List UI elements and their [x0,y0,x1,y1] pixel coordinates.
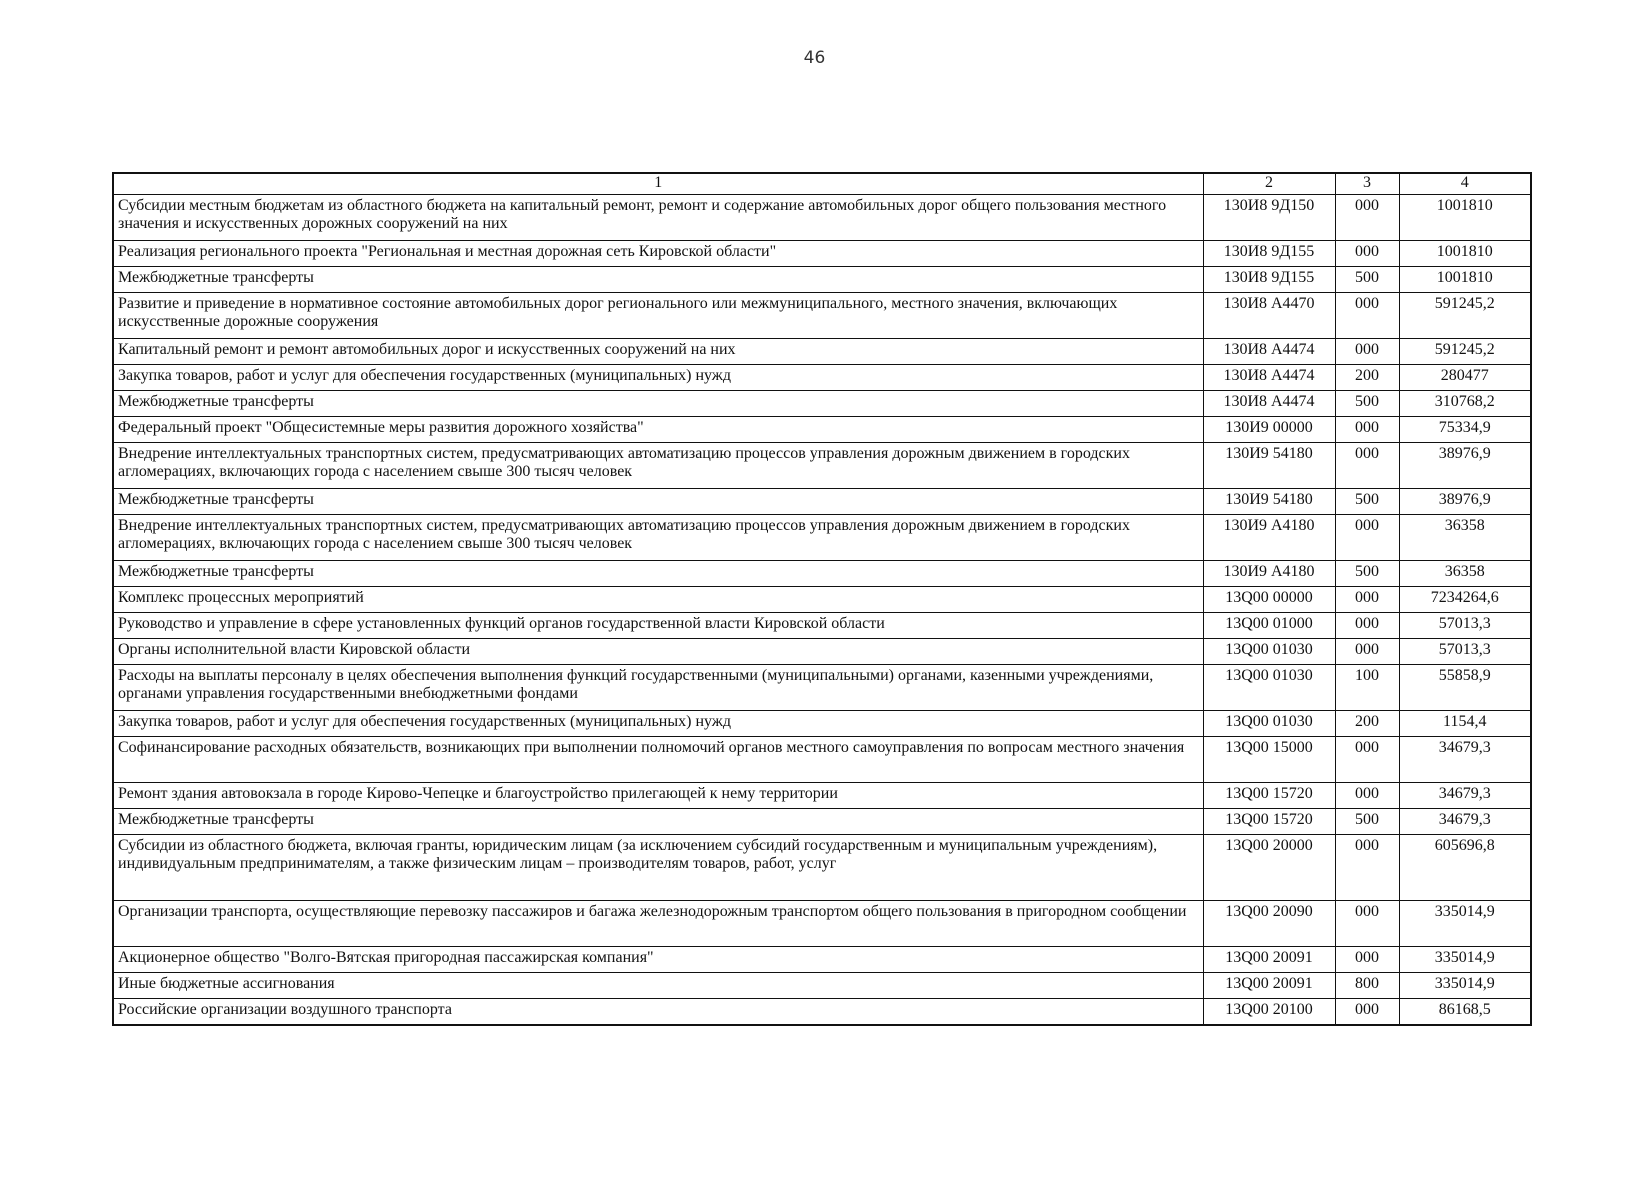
row-name-cell: Федеральный проект "Общесистемные меры развития дорожного хозяйства" [113,417,1203,443]
table-row [113,443,1531,489]
row-type-cell: 200 [1335,365,1399,391]
row-sum-cell: 38976,9 [1399,489,1531,515]
table-row [113,947,1531,973]
row-type-cell: 000 [1335,515,1399,561]
row-name-cell: Комплекс процессных мероприятий [113,587,1203,613]
table-header-row [113,173,1531,195]
row-code-cell: 130И8 9Д150 [1203,195,1335,241]
row-sum-cell: 605696,8 [1399,835,1531,901]
row-code-cell: 130И9 А4180 [1203,561,1335,587]
row-code-cell: 13Q00 20091 [1203,947,1335,973]
row-name-cell: Софинансирование расходных обязательств, возникающих при выполнении полномочий органов местного самоуправления по вопросам местного значения [113,737,1203,783]
row-code-cell: 13Q00 01030 [1203,665,1335,711]
row-sum-cell: 591245,2 [1399,339,1531,365]
row-sum-cell: 1001810 [1399,195,1531,241]
row-type-cell: 500 [1335,809,1399,835]
row-sum-cell: 591245,2 [1399,293,1531,339]
row-sum-cell: 1154,4 [1399,711,1531,737]
table-row [113,783,1531,809]
table-row [113,613,1531,639]
column-header-sum: 4 [1399,173,1531,195]
row-type-cell: 000 [1335,639,1399,665]
row-code-cell: 130И8 9Д155 [1203,241,1335,267]
row-type-cell: 000 [1335,835,1399,901]
row-code-cell: 130И8 А4474 [1203,391,1335,417]
table-row [113,999,1531,1025]
row-code-cell: 13Q00 01030 [1203,711,1335,737]
table-row [113,901,1531,947]
row-type-cell: 000 [1335,999,1399,1025]
row-sum-cell: 34679,3 [1399,783,1531,809]
row-sum-cell: 335014,9 [1399,947,1531,973]
table-row [113,417,1531,443]
row-name-cell: Российские организации воздушного транспорта [113,999,1203,1025]
table-row [113,195,1531,241]
row-code-cell: 13Q00 20100 [1203,999,1335,1025]
row-code-cell: 130И8 9Д155 [1203,267,1335,293]
table-row [113,515,1531,561]
row-sum-cell: 1001810 [1399,267,1531,293]
row-type-cell: 000 [1335,901,1399,947]
table-row [113,391,1531,417]
row-type-cell: 000 [1335,783,1399,809]
row-type-cell: 000 [1335,443,1399,489]
row-type-cell: 000 [1335,587,1399,613]
table-row [113,561,1531,587]
row-name-cell: Межбюджетные трансферты [113,809,1203,835]
row-code-cell: 130И8 А4474 [1203,339,1335,365]
row-sum-cell: 55858,9 [1399,665,1531,711]
row-name-cell: Внедрение интеллектуальных транспортных систем, предусматривающих автоматизацию процессов управления дорожным движением в городских агломерациях, включающих города с населением свыше 300 тысяч человек [113,515,1203,561]
row-type-cell: 000 [1335,613,1399,639]
table-row [113,293,1531,339]
row-code-cell: 13Q00 15720 [1203,809,1335,835]
row-name-cell: Капитальный ремонт и ремонт автомобильных дорог и искусственных сооружений на них [113,339,1203,365]
row-sum-cell: 57013,3 [1399,613,1531,639]
row-name-cell: Развитие и приведение в нормативное состояние автомобильных дорог регионального или межмуниципального, местного значения, включающих искусственные дорожные сооружения [113,293,1203,339]
row-code-cell: 13Q00 20091 [1203,973,1335,999]
row-type-cell: 000 [1335,241,1399,267]
row-name-cell: Ремонт здания автовокзала в городе Кирово-Чепецке и благоустройство прилегающей к нему территории [113,783,1203,809]
row-sum-cell: 310768,2 [1399,391,1531,417]
row-type-cell: 000 [1335,339,1399,365]
row-code-cell: 130И9 54180 [1203,489,1335,515]
row-code-cell: 13Q00 15000 [1203,737,1335,783]
row-sum-cell: 335014,9 [1399,901,1531,947]
row-sum-cell: 34679,3 [1399,809,1531,835]
row-name-cell: Закупка товаров, работ и услуг для обеспечения государственных (муниципальных) нужд [113,365,1203,391]
column-header-name: 1 [113,173,1203,195]
table-row [113,711,1531,737]
row-code-cell: 130И9 А4180 [1203,515,1335,561]
table-row [113,365,1531,391]
row-name-cell: Расходы на выплаты персоналу в целях обеспечения выполнения функций государственными (муниципальными) органами, казенными учреждениями, органами управления государственными внебюджетными фондами [113,665,1203,711]
row-type-cell: 500 [1335,267,1399,293]
table-row [113,665,1531,711]
table-row [113,737,1531,783]
row-sum-cell: 36358 [1399,515,1531,561]
table-row [113,835,1531,901]
row-type-cell: 800 [1335,973,1399,999]
row-sum-cell: 75334,9 [1399,417,1531,443]
row-name-cell: Межбюджетные трансферты [113,391,1203,417]
row-code-cell: 130И8 А4474 [1203,365,1335,391]
row-type-cell: 200 [1335,711,1399,737]
row-type-cell: 100 [1335,665,1399,711]
row-type-cell: 000 [1335,417,1399,443]
row-code-cell: 13Q00 01030 [1203,639,1335,665]
row-type-cell: 000 [1335,195,1399,241]
row-code-cell: 13Q00 01000 [1203,613,1335,639]
row-sum-cell: 36358 [1399,561,1531,587]
column-header-type: 3 [1335,173,1399,195]
row-code-cell: 13Q00 00000 [1203,587,1335,613]
page-number: 46 [803,48,826,68]
row-code-cell: 13Q00 15720 [1203,783,1335,809]
row-code-cell: 130И8 А4470 [1203,293,1335,339]
row-code-cell: 13Q00 20090 [1203,901,1335,947]
table-row [113,809,1531,835]
row-name-cell: Межбюджетные трансферты [113,267,1203,293]
row-type-cell: 000 [1335,737,1399,783]
budget-table [112,172,1532,1026]
row-name-cell: Межбюджетные трансферты [113,489,1203,515]
row-name-cell: Субсидии местным бюджетам из областного бюджета на капитальный ремонт, ремонт и содержание автомобильных дорог общего пользования местного значения и искусственных дорожных сооружений на них [113,195,1203,241]
row-name-cell: Закупка товаров, работ и услуг для обеспечения государственных (муниципальных) нужд [113,711,1203,737]
table-row [113,973,1531,999]
row-name-cell: Межбюджетные трансферты [113,561,1203,587]
row-sum-cell: 1001810 [1399,241,1531,267]
row-sum-cell: 7234264,6 [1399,587,1531,613]
row-name-cell: Иные бюджетные ассигнования [113,973,1203,999]
row-code-cell: 130И9 00000 [1203,417,1335,443]
row-name-cell: Субсидии из областного бюджета, включая гранты, юридическим лицам (за исключением субсидий государственным и муниципальным учреждениям), индивидуальным предпринимателям, а также физическим лицам – производителям товаров, работ, услуг [113,835,1203,901]
table-row [113,489,1531,515]
row-sum-cell: 280477 [1399,365,1531,391]
row-name-cell: Органы исполнительной власти Кировской области [113,639,1203,665]
row-name-cell: Внедрение интеллектуальных транспортных систем, предусматривающих автоматизацию процессов управления дорожным движением в городских агломерациях, включающих города с населением свыше 300 тысяч человек [113,443,1203,489]
row-code-cell: 130И9 54180 [1203,443,1335,489]
row-sum-cell: 38976,9 [1399,443,1531,489]
row-type-cell: 500 [1335,391,1399,417]
row-name-cell: Акционерное общество "Волго-Вятская пригородная пассажирская компания" [113,947,1203,973]
table-row [113,339,1531,365]
table-row [113,639,1531,665]
row-type-cell: 000 [1335,947,1399,973]
table-row [113,587,1531,613]
table-row [113,241,1531,267]
table-row [113,267,1531,293]
row-type-cell: 500 [1335,561,1399,587]
column-header-code: 2 [1203,173,1335,195]
row-type-cell: 500 [1335,489,1399,515]
row-name-cell: Руководство и управление в сфере установленных функций органов государственной власти Кировской области [113,613,1203,639]
row-code-cell: 13Q00 20000 [1203,835,1335,901]
row-sum-cell: 34679,3 [1399,737,1531,783]
row-name-cell: Организации транспорта, осуществляющие перевозку пассажиров и багажа железнодорожным транспортом общего пользования в пригородном сообщении [113,901,1203,947]
row-name-cell: Реализация регионального проекта "Региональная и местная дорожная сеть Кировской области" [113,241,1203,267]
row-sum-cell: 57013,3 [1399,639,1531,665]
row-sum-cell: 335014,9 [1399,973,1531,999]
row-sum-cell: 86168,5 [1399,999,1531,1025]
row-type-cell: 000 [1335,293,1399,339]
